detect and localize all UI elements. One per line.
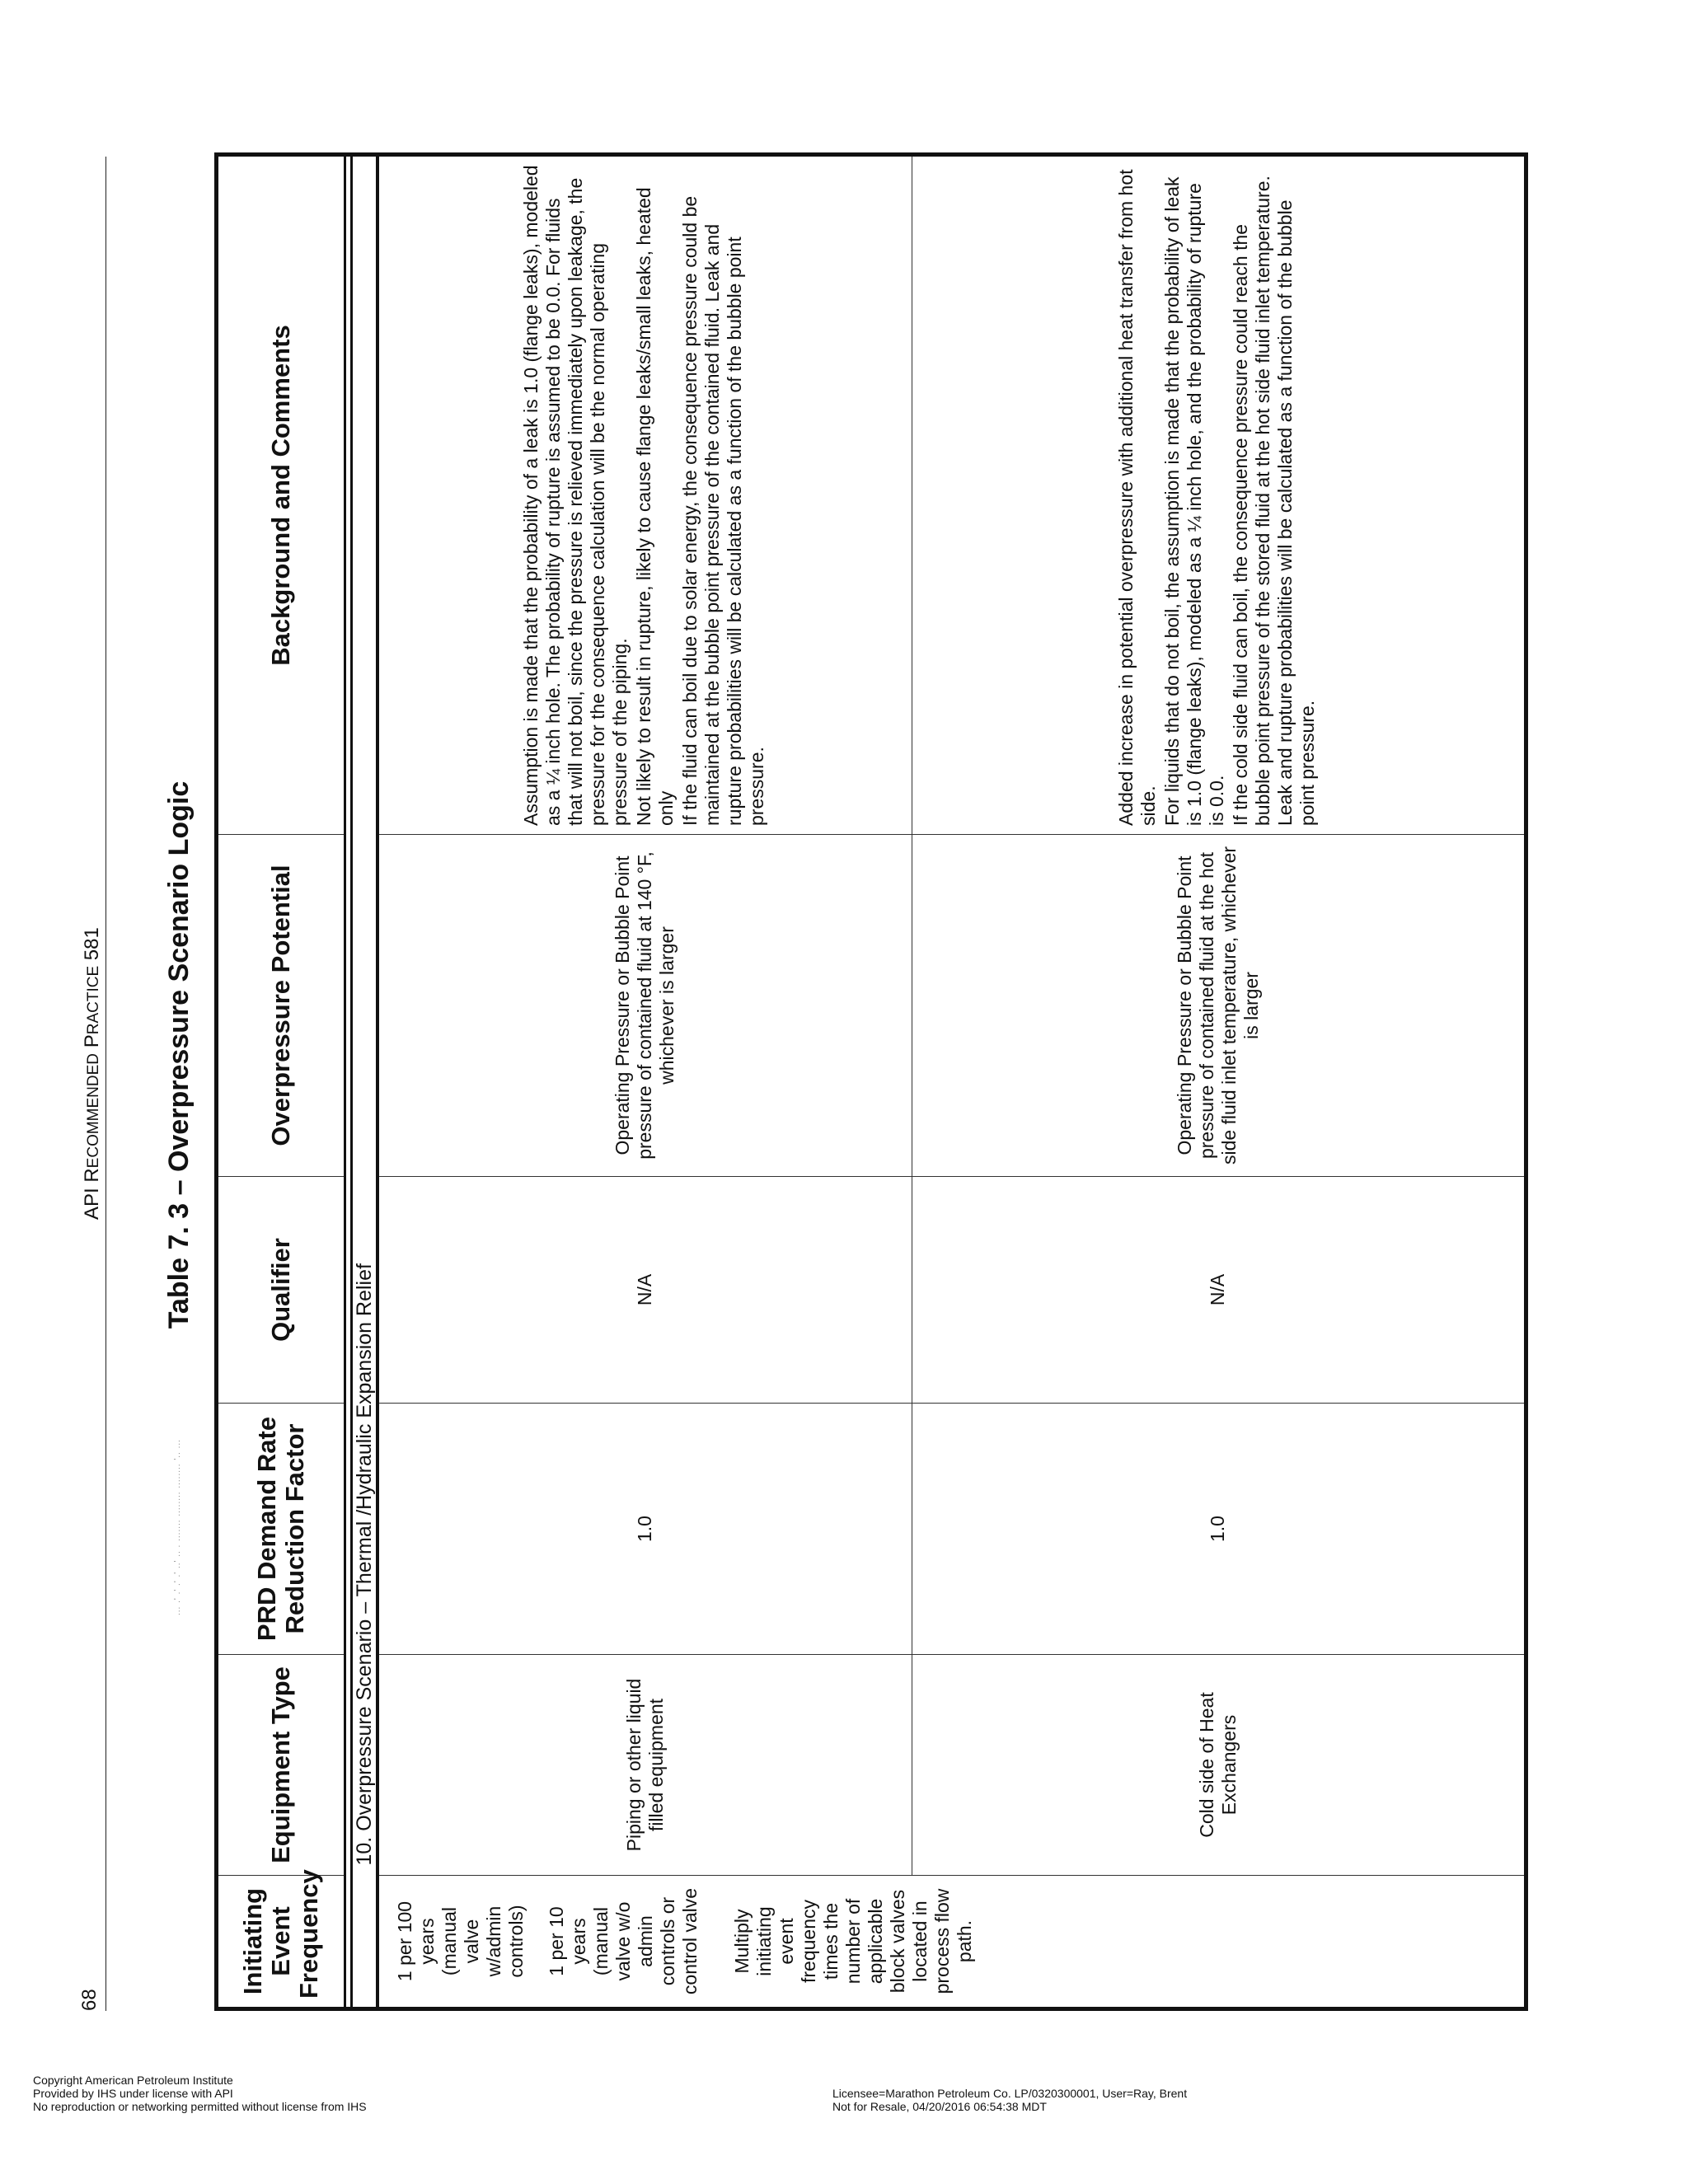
page-number: 68	[78, 1989, 101, 2011]
comment-paragraph: If the cold side fluid can boil, the consequence pressure could reach the bubble point pressure of the stored fluid at the hot side fluid inlet temperature. Leak and rupture probabilities will be calculated as a function of the bubble point pressure.	[1230, 176, 1318, 826]
running-head-suffix: 581	[81, 927, 103, 966]
qualifier-cell: N/A	[377, 1177, 912, 1404]
footer-line: Not for Resale, 04/20/2016 06:54:38 MDT	[832, 2100, 1047, 2113]
qualifier-cell: N/A	[912, 1177, 1526, 1404]
comment-paragraph: Added increase in potential overpressure with additional heat transfer from hot side.	[1115, 169, 1159, 826]
potential-cell: Operating Pressure or Bubble Point pressure of contained fluid at the hot side fluid inlet temperature, whichever is larger	[912, 835, 1526, 1177]
header-background-comments: Background and Comments	[217, 155, 345, 835]
section-row	[352, 155, 378, 2009]
header-equipment-type: Equipment Type	[217, 1655, 345, 1876]
running-head	[81, 927, 104, 1220]
equipment-cell: Piping or other liquid filled equipment	[377, 1655, 912, 1876]
frequency-line: Multiply initiating event frequency times the number of applicable block valves located in process flow path.	[731, 1888, 975, 1994]
frequency-line: 1 per 10 years (manual valve w/o admin controls or control valve	[546, 1887, 701, 1995]
factor-cell: 1.0	[912, 1404, 1526, 1655]
comment-paragraph: For liquids that do not boil, the assumption is made that the probability of leak is 1.0 (flange leaks), modeled as a ¼ inch hole, and the probability of rupture is 0.0.	[1161, 176, 1227, 826]
scenario-table	[214, 152, 1528, 2011]
comment-paragraph: Assumption is made that the probability of a leak is 1.0 (flange leaks), modeled as a ¼ inch hole. The probability of rupture is assumed to be 0.0. For fluids that will not boil, since the pressure is relieved immediately upon leakage, the pressure for the consequence calculation will be the normal operating pressure of the piping.	[520, 165, 631, 826]
footer-line: Licensee=Marathon Petroleum Co. LP/0320300001, User=Ray, Brent	[832, 2087, 1188, 2100]
comments-cell	[912, 155, 1526, 835]
footer-line: Copyright American Petroleum Institute	[33, 2074, 233, 2087]
footer-license	[832, 2087, 1187, 2113]
header-qualifier: Qualifier	[217, 1177, 345, 1404]
running-head-sc2: RACTICE	[85, 965, 102, 1035]
equipment-cell: Cold side of Heat Exchangers	[912, 1655, 1526, 1876]
table-title: Table 7. 3 – Overpressure Scenario Logic	[163, 780, 195, 1329]
footer-line: No reproduction or networking permitted without license from IHS	[33, 2100, 367, 2113]
scan-marks: ... .' .' .' .' ..' .. . ....... ........ ........ '.. ...	[173, 1439, 182, 1615]
table-header-row	[217, 155, 345, 2009]
comments-cell	[377, 155, 912, 835]
running-head-middle: P	[81, 1034, 103, 1053]
rotated-page	[0, 66, 1688, 2044]
header-initiating-event-frequency: Initiating Event Frequency	[217, 1876, 345, 2009]
table-row	[377, 155, 912, 2009]
comment-paragraph: If the fluid can boil due to solar energy, the consequence pressure could be maintained at the bubble point pressure of the contained fluid. Leak and rupture probabilities will be calculated as a function of the bubble point pressure.	[679, 195, 768, 826]
section-label: 10. Overpressure Scenario – Thermal /Hydraulic Expansion Relief	[352, 155, 378, 1876]
header-prd-demand-rate-reduction-factor: PRD Demand Rate Reduction Factor	[217, 1404, 345, 1655]
potential-cell: Operating Pressure or Bubble Point pressure of contained fluid at 140 °F, whichever is larger	[377, 835, 912, 1177]
table-row	[912, 155, 1526, 2009]
frequency-cell	[377, 1876, 1526, 2009]
footer-copyright	[33, 2074, 367, 2113]
running-head-prefix: API R	[81, 1168, 103, 1220]
factor-cell: 1.0	[377, 1404, 912, 1655]
frequency-line: 1 per 100 years (manual valve w/admin controls)	[394, 1900, 527, 1982]
footer-line: Provided by IHS under license with API	[33, 2087, 233, 2100]
running-head-sc1: ECOMMENDED	[85, 1052, 102, 1169]
double-rule-row	[345, 155, 352, 2009]
header-overpressure-potential: Overpressure Potential	[217, 835, 345, 1177]
comment-paragraph: Not likely to result in rupture, likely to cause flange leaks/small leaks, heated only	[633, 187, 678, 826]
